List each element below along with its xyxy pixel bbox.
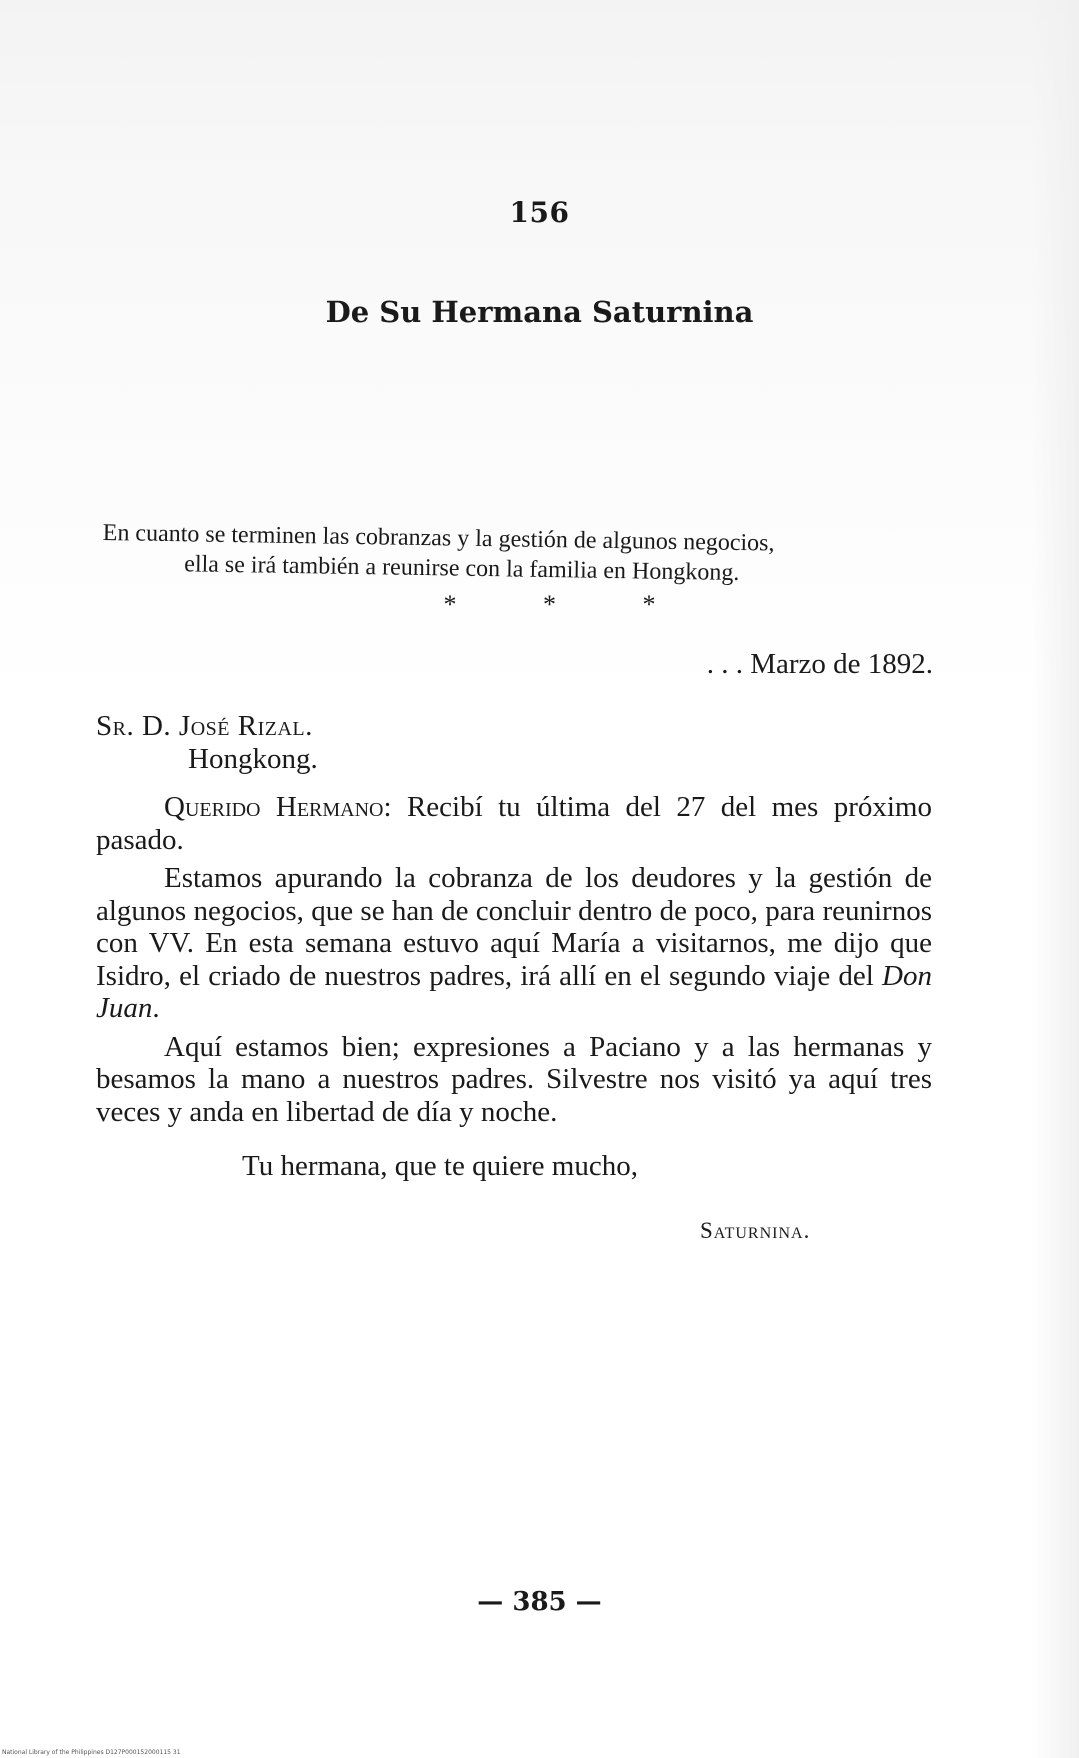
- letter-number: 156: [509, 196, 570, 229]
- section-separator: * * *: [443, 590, 696, 619]
- letter-date: . . . Marzo de 1892.: [706, 648, 933, 680]
- signature: Saturnina.: [700, 1217, 811, 1243]
- opening-text: Recibí tu última del 27 del mes próximo pasado.: [96, 791, 932, 856]
- summary-line-2: ella se irá también a reunirse con la familia en Hongkong.: [184, 551, 740, 587]
- recipient-place: Hongkong.: [188, 742, 318, 775]
- paragraph-news-end: .: [152, 992, 160, 1024]
- recipient-name: Sr. D. José Rizal.: [96, 710, 313, 742]
- paragraph-news: [96, 862, 932, 1025]
- letter-title: De Su Hermana Saturnina: [325, 295, 754, 329]
- ship-name: Don Juan: [96, 959, 932, 1024]
- letter-summary: [102, 518, 933, 591]
- opening-paragraph: [96, 791, 932, 856]
- closing-line: Tu hermana, que te quiere mucho,: [242, 1150, 638, 1182]
- paragraph-news-text: Estamos apurando la cobranza de los deudores y la gestión de algunos negocios, que se han de concluir dentro de poco, para reunirnos con VV. En esta semana estuvo aquí María a visitarnos, me dijo que Isidro, el criado de nuestros padres, irá allí en el segundo viaje del: [96, 862, 932, 992]
- archive-footer: National Library of the Philippines D127P000152000115 31: [2, 1749, 181, 1756]
- page-number: — 385 —: [477, 1587, 602, 1617]
- salutation: Querido Hermano:: [164, 791, 392, 823]
- letter-body: [96, 710, 932, 1247]
- paragraph-greetings: Aquí estamos bien; expresiones a Paciano y a las hermanas y besamos la mano a nuestros padres. Silvestre nos visitó ya aquí tres veces y anda en libertad de día y noche.: [96, 1030, 932, 1128]
- page-edge-shadow: [1031, 0, 1079, 1758]
- summary-line-1: En cuanto se terminen las cobranzas y la gestión de algunos negocios,: [102, 519, 775, 557]
